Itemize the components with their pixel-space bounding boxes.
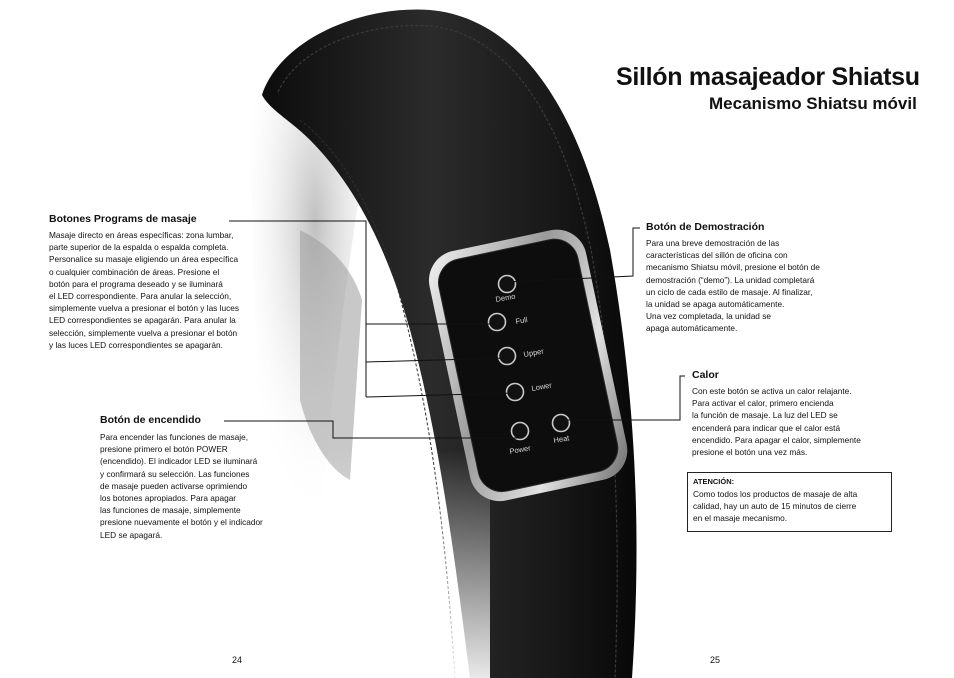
upper-label: Upper	[522, 346, 545, 359]
demo-label: Demo	[494, 291, 517, 304]
page-number-left: 24	[232, 655, 243, 665]
demo-section	[646, 221, 876, 335]
heat-button	[553, 415, 570, 432]
demo-body: Para una breve demostración de las características del sillón de oficina con mecanismo Shiatsu móvil, presione el botón de demostración (“demo”). La unidad completará un ciclo de cada estilo de masaje. Al finalizar, la unidad se apaga automáticamente. Una vez completada, la unidad se apaga automáticamente.	[646, 238, 820, 334]
page-number-right: 25	[710, 655, 721, 665]
heat-label: Heat	[552, 433, 570, 445]
programs-section	[49, 213, 309, 351]
page-title: Sillón masajeador Shiatsu	[616, 63, 920, 91]
demo-button	[499, 276, 516, 293]
power-body: Para encender las funciones de masaje, presione primero el botón POWER (encendido). El indicador LED se iluminará y confirmará su selección. Las funciones de masaje pueden activarse oprimiendo los botones apropiados. Para apagar las funciones de masaje, simplemente presione nuevamente el botón y el indicador LED se apagará.	[100, 432, 263, 540]
power-title: Botón de encendido	[100, 414, 201, 426]
page-subtitle: Mecanismo Shiatsu móvil	[709, 94, 917, 113]
full-label: Full	[514, 315, 529, 326]
programs-title: Botones Programs de masaje	[49, 213, 197, 225]
heat-section	[692, 369, 922, 458]
attention-body: Como todos los productos de masaje de alta calidad, hay un auto de 15 minutos de cierre en el masaje mecanismo.	[693, 489, 858, 523]
full-button	[489, 314, 506, 331]
power-button	[512, 423, 529, 440]
heat-body: Con este botón se activa un calor relajante. Para activar el calor, primero encienda la función de masaje. La luz del LED se encenderá para indicar que el calor está encendido. Para apagar el calor, simplemente presione el botón una vez más.	[692, 386, 861, 458]
lower-button	[507, 384, 524, 401]
upper-button	[499, 348, 516, 365]
programs-body: Masaje directo en áreas específicas: zona lumbar, parte superior de la espalda o espalda completa. Personalice su masaje eligiendo un área específica o cualquier combinación de áreas. Presione el botón para el programa deseado y se iluminará el LED correspondiente. Para anular la selección, simplemente vuelva a presionar el botón y las luces LED correspondientes se apagarán. Para anular la selección, simplemente vuelva a presionar el botón y las luces LED correspondientes se apagarán.	[49, 230, 240, 350]
attention-title: ATENCIÓN:	[693, 477, 735, 486]
demo-title: Botón de Demostración	[646, 221, 765, 233]
power-section	[100, 414, 340, 541]
heat-title: Calor	[692, 369, 719, 381]
attention-note	[687, 472, 892, 532]
lower-label: Lower	[530, 380, 553, 393]
power-label: Power	[508, 443, 532, 456]
